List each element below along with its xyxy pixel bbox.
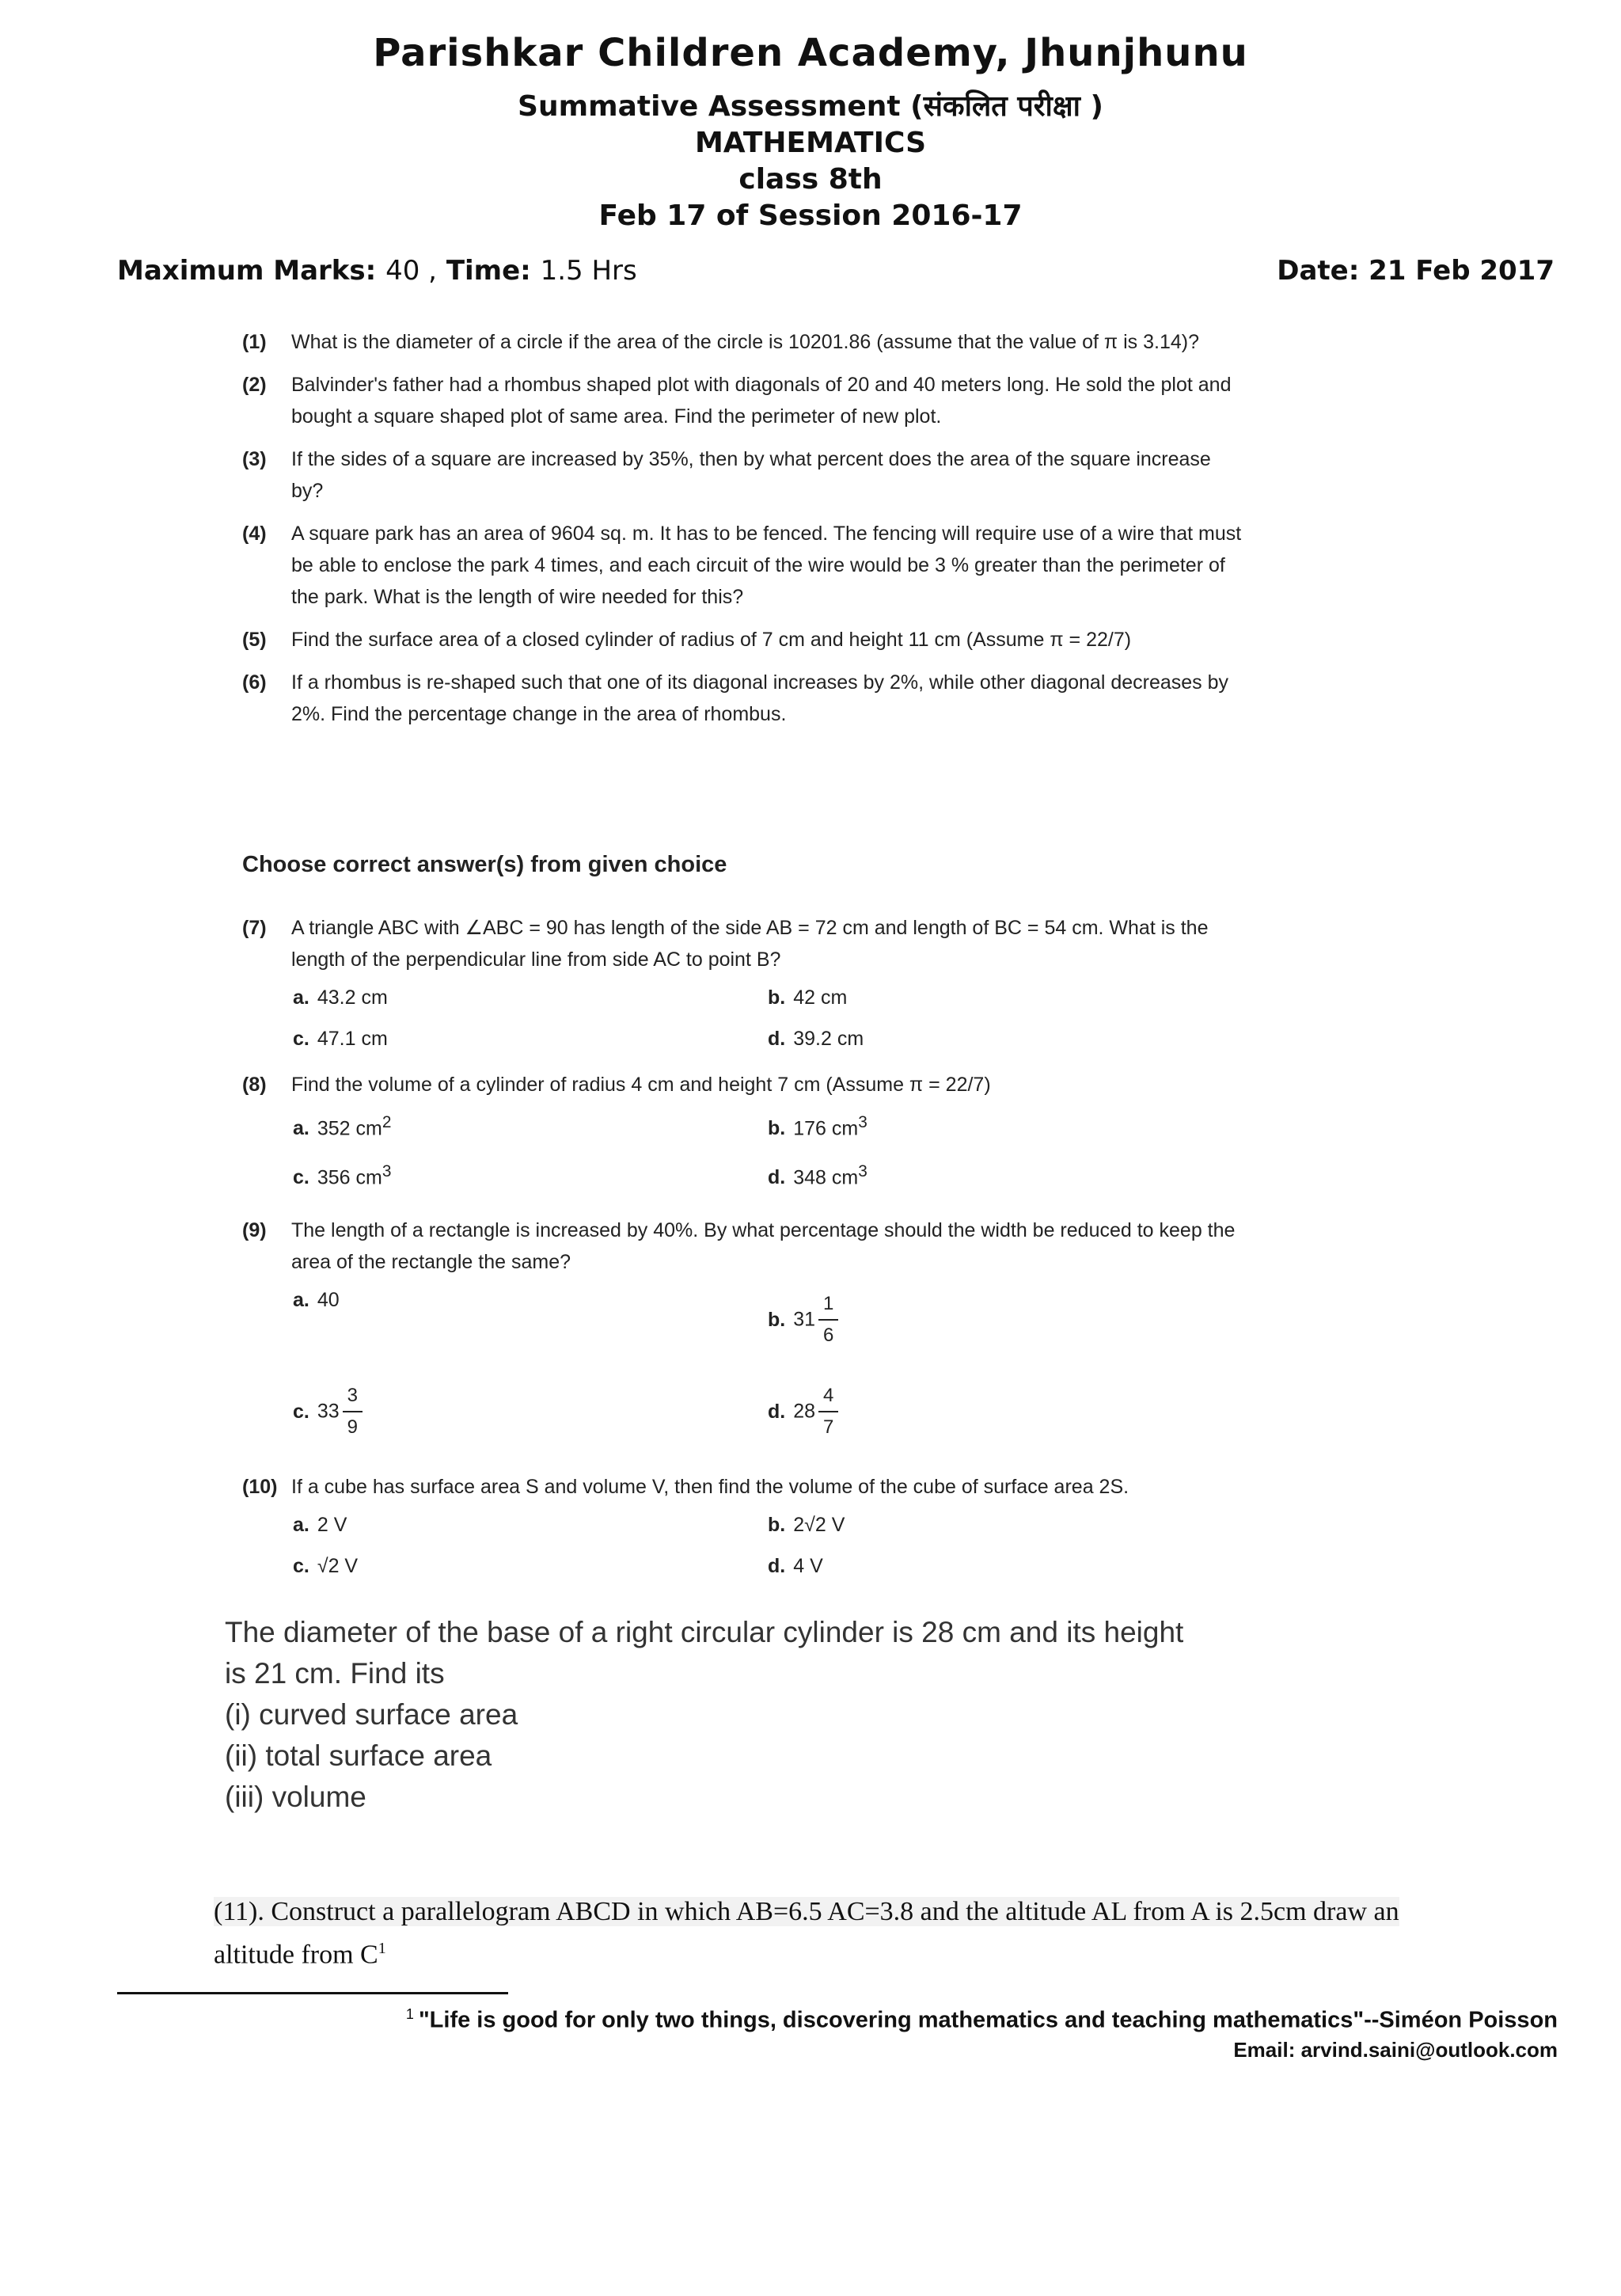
options-q10 bbox=[242, 1514, 1263, 1590]
marks-value: 40 , bbox=[385, 255, 437, 287]
option-c: c. √2 V bbox=[293, 1555, 359, 1577]
marks-label: Maximum Marks: bbox=[117, 255, 377, 287]
question-11: (11). Construct a parallelogram ABCD in which AB=6.5 AC=3.8 and the altitude AL from A is 2.5cm draw an altitude from $C^1$ bbox=[214, 1897, 1399, 1970]
exam-date: Date: 21 Feb 2017 bbox=[1277, 255, 1555, 287]
footnote-quote: $^1$ "Life is good for only two things, discovering mathematics and teaching mathematics"--Siméon Poisson bbox=[405, 2006, 1558, 2033]
mcq-section-title: Choose correct answer(s) from given choice bbox=[242, 852, 727, 877]
question-5: (5) Find the surface area of a closed cylinder of radius of 7 cm and height 11 cm (Assume π = 22/7) bbox=[242, 629, 1132, 651]
option-d: d. 28 $\frac{4}{7}$ bbox=[768, 1384, 838, 1439]
question-4: (4) A square park has an area of 9604 sq. m. It has to be fenced. The fencing will require use of a wire that must be able to enclose the park 4 times, and each circuit of the wire would be 3 % greater than the perimeter of the park. What is the length of wire needed for this? bbox=[242, 523, 1242, 608]
assessment-title: Summative Assessment (संकलित परीक्षा ) bbox=[518, 90, 1103, 123]
time-label: Time: bbox=[446, 255, 531, 287]
question-7: (7) A triangle ABC with ∠ABC = 90 has length of the side AB = 72 cm and length of BC = 54 cm. What is the length of the perpendicular line from side AC to point B? a. 43.2 cm b. 42 cm c. 47.1 cm d. 39.2 cm bbox=[242, 912, 1263, 1062]
option-b: b. 31 $\frac{1}{6}$ bbox=[768, 1292, 838, 1348]
class-title: class 8th bbox=[738, 163, 883, 196]
option-b: b. 2√2 V bbox=[768, 1514, 845, 1536]
pasted-cylinder-question: The diameter of the base of a right circular cylinder is 28 cm and its height is 21 cm. Find its (i) curved surface area (ii) total surface area (iii) volume bbox=[225, 1616, 1184, 1813]
question-list bbox=[242, 326, 1247, 741]
session-title: Feb 17 of Session 2016-17 bbox=[598, 200, 1023, 232]
footnote-divider bbox=[117, 1992, 508, 1994]
option-a: a. 43.2 cm bbox=[293, 986, 388, 1009]
question-2: (2) Balvinder's father had a rhombus shaped plot with diagonals of 20 and 40 meters long. He sold the plot and bought a square shaped plot of same area. Find the perimeter of new plot. bbox=[242, 374, 1232, 428]
footnote-reference: 1 bbox=[378, 1940, 386, 1957]
footnote-email: Email: arvind.saini@outlook.com bbox=[1233, 2038, 1558, 2062]
time-value: 1.5 Hrs bbox=[540, 255, 637, 287]
option-a: a. 40 bbox=[293, 1289, 340, 1311]
document-header bbox=[0, 29, 1621, 234]
question-8: (8) Find the volume of a cylinder of radius 4 cm and height 7 cm (Assume π = 22/7) a. 352 $cm^2$ b. 176 $cm^3$ c. 356 $cm^3$ d. 348 $cm^3$ bbox=[242, 1069, 1263, 1199]
option-b: b. 176 $cm^3$ bbox=[768, 1113, 867, 1140]
marks-time bbox=[117, 255, 637, 287]
question-1: (1) What is the diameter of a circle if the area of the circle is 10201.86 (assume that the value of π is 3.14)? bbox=[242, 331, 1199, 353]
option-b: b. 42 cm bbox=[768, 986, 848, 1009]
question-3: (3) If the sides of a square are increased by 35%, then by what percent does the area of the square increase by? bbox=[242, 448, 1211, 502]
options-q9 bbox=[242, 1289, 1263, 1471]
option-c: c. 33 $\frac{3}{9}$ bbox=[293, 1384, 363, 1439]
option-d: d. 39.2 cm bbox=[768, 1028, 864, 1050]
option-a: a. 352 $cm^2$ bbox=[293, 1113, 392, 1140]
option-d: d. 348 $cm^3$ bbox=[768, 1162, 867, 1189]
option-c: c. 356 $cm^3$ bbox=[293, 1162, 392, 1189]
option-c: c. 47.1 cm bbox=[293, 1028, 388, 1050]
option-d: d. 4 V bbox=[768, 1555, 823, 1577]
question-6: (6) If a rhombus is re-shaped such that one of its diagonal increases by 2%, while other diagonal decreases by 2%. Find the percentage change in the area of rhombus. bbox=[242, 671, 1229, 725]
question-10: (10) If a cube has surface area S and volume V, then find the volume of the cube of surface area 2S. a. 2 V b. 2√2 V c. √2 V d. 4 V bbox=[242, 1471, 1263, 1590]
option-a: a. 2 V bbox=[293, 1514, 347, 1536]
school-name: Parishkar Children Academy, Jhunjhunu bbox=[373, 31, 1248, 75]
options-q8 bbox=[242, 1112, 1263, 1199]
question-9: (9) The length of a rectangle is increased by 40%. By what percentage should the width be reduced to keep the area of the rectangle the same? a. 40 b. 31 $\frac{1}{6}$ c. 33 $\frac{3}{9}$ d. 28 $\frac{4}{7}$ bbox=[242, 1215, 1263, 1471]
subject-title: MATHEMATICS bbox=[694, 127, 927, 159]
options-q7 bbox=[242, 986, 1263, 1062]
